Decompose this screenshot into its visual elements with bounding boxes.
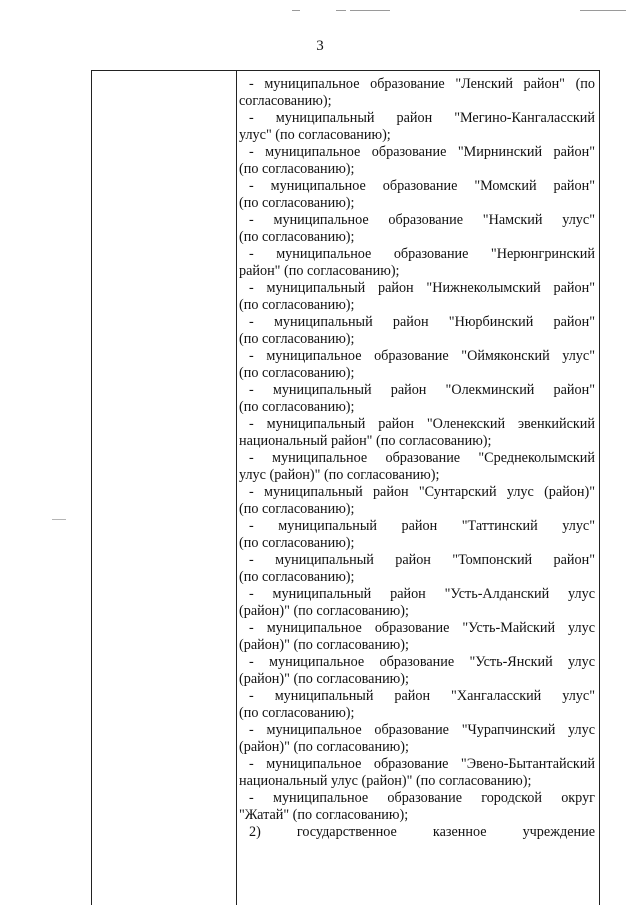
list-item-line: (по согласованию);	[239, 535, 355, 551]
list-item	[239, 756, 595, 790]
list-item-line: национальный улус (район)" (по согласованию);	[239, 773, 532, 789]
list-item-line: - муниципальный район "Оленекский эвенкийский	[249, 416, 595, 432]
list-item-line: (район)" (по согласованию);	[239, 739, 409, 755]
list-item	[239, 654, 595, 688]
closing-paragraph	[239, 824, 595, 841]
list-item-line: согласованию);	[239, 93, 332, 109]
list-item-line: - муниципальное образование "Момский район"	[249, 178, 595, 194]
list-item-line: (по согласованию);	[239, 195, 355, 211]
list-item-line: (район)" (по согласованию);	[239, 603, 409, 619]
list-item-line: (по согласованию);	[239, 297, 355, 313]
list-item	[239, 110, 595, 144]
list-item	[239, 450, 595, 484]
list-item	[239, 314, 595, 348]
column-divider	[236, 71, 237, 905]
list-item-line: (по согласованию);	[239, 229, 355, 245]
list-item-line: улус" (по согласованию);	[239, 127, 391, 143]
scan-artifact-marks	[250, 8, 630, 14]
list-item	[239, 484, 595, 518]
list-item	[239, 144, 595, 178]
list-item-line: национальный район" (по согласованию);	[239, 433, 492, 449]
list-item	[239, 382, 595, 416]
list-item	[239, 178, 595, 212]
list-item-line: - муниципальный район "Нюрбинский район"	[249, 314, 595, 330]
table-cell-content	[239, 76, 595, 841]
list-item-line: - муниципальный район "Нижнеколымский район"	[249, 280, 595, 296]
list-item-line: - муниципальное образование "Нерюнгринский	[249, 246, 595, 262]
list-item-line: - муниципальное образование "Ленский район" (по	[249, 76, 595, 92]
list-item-line: (по согласованию);	[239, 705, 355, 721]
list-item	[239, 688, 595, 722]
list-item-line: район" (по согласованию);	[239, 263, 400, 279]
list-item-line: - муниципальное образование "Оймяконский улус"	[249, 348, 595, 364]
list-item-line: (по согласованию);	[239, 161, 355, 177]
list-item-line: - муниципальный район "Хангаласский улус"	[249, 688, 595, 704]
list-item	[239, 722, 595, 756]
list-item-line: - муниципальное образование "Среднеколымский	[249, 450, 595, 466]
list-item	[239, 586, 595, 620]
list-item	[239, 348, 595, 382]
list-item	[239, 790, 595, 824]
list-item-line: - муниципальный район "Олекминский район"	[249, 382, 595, 398]
list-item-line: - муниципальное образование "Мирнинский район"	[249, 144, 595, 160]
document-table	[91, 70, 600, 905]
list-item-line: "Жатай" (по согласованию);	[239, 807, 409, 823]
list-item-line: (по согласованию);	[239, 569, 355, 585]
margin-mark	[52, 519, 66, 520]
list-item-line: (по согласованию);	[239, 501, 355, 517]
page-number: 3	[316, 38, 324, 54]
list-item-line: - муниципальное образование "Усть-Майский улус	[249, 620, 595, 636]
list-item	[239, 620, 595, 654]
list-item-line: (по согласованию);	[239, 365, 355, 381]
list-item	[239, 280, 595, 314]
list-item	[239, 552, 595, 586]
list-item-line: - муниципальное образование "Эвено-Бытантайский	[249, 756, 595, 772]
list-item-line: - муниципальное образование "Усть-Янский улус	[249, 654, 595, 670]
list-item-line: (район)" (по согласованию);	[239, 637, 409, 653]
list-item-line: - муниципальный район "Таттинский улус"	[249, 518, 595, 534]
list-item-line: (по согласованию);	[239, 331, 355, 347]
list-item	[239, 518, 595, 552]
list-item-line: - муниципальное образование городской округ	[249, 790, 595, 806]
list-item	[239, 76, 595, 110]
list-item	[239, 246, 595, 280]
list-item-line: (по согласованию);	[239, 399, 355, 415]
list-item-line: - муниципальное образование "Намский улус"	[249, 212, 595, 228]
list-item-line: - муниципальный район "Усть-Алданский улус	[249, 586, 595, 602]
closing-line: 2) государственное казенное учреждение	[249, 824, 595, 840]
list-item-line: улус (район)" (по согласованию);	[239, 467, 440, 483]
list-item	[239, 416, 595, 450]
list-item-line: - муниципальный район "Мегино-Кангаласский	[249, 110, 595, 126]
list-item-line: - муниципальный район "Томпонский район"	[249, 552, 595, 568]
list-item-line: - муниципальный район "Сунтарский улус (район)"	[249, 484, 595, 500]
list-item-line: (район)" (по согласованию);	[239, 671, 409, 687]
list-item-line: - муниципальное образование "Чурапчинский улус	[249, 722, 595, 738]
list-item	[239, 212, 595, 246]
